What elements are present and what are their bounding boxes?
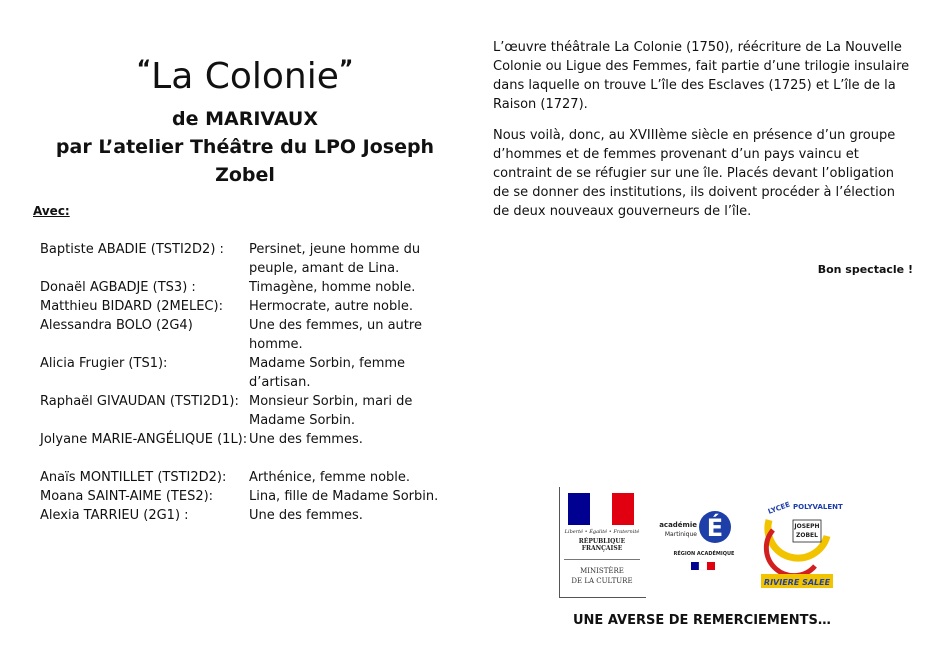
cast-role: Une des femmes. [249,508,363,523]
cast-role: Lina, fille de Madame Sorbin. [249,489,439,504]
lycee-town: RIVIERE SALEE [763,578,831,587]
cast-role: Une des femmes, un autre homme. [249,318,422,352]
academie-letter: É [706,514,724,542]
cast-row [40,468,470,487]
cast-row [40,487,470,506]
cast-row [40,392,470,430]
cast-actor [40,449,249,468]
cast-row [40,278,470,297]
cast-row [40,506,470,525]
cast-actor: Raphaël GIVAUDAN (TSTI2D1): [40,394,239,409]
thanks-line: UNE AVERSE DE REMERCIEMENTS… [573,613,831,628]
academie-region: Martinique [664,531,697,538]
cast-actor: Donaël AGBADJE (TS3) : [40,280,196,295]
cast-role: Monsieur Sorbin, mari de Madame Sorbin. [249,394,413,428]
cast-actor: Alessandra BOLO (2G4) [40,318,193,333]
republic-name: RÉPUBLIQUE FRANÇAISE [578,538,626,552]
ministry-culture-logo [559,487,646,598]
ministry-name-line-2: DE LA CULTURE [571,577,633,585]
cast-actor: Alicia Frugier (TS1): [40,356,168,371]
cast-role: Une des femmes. [249,432,363,447]
cast-role: Arthénice, femme noble. [249,470,411,485]
ministry-name-line-1: MINISTÈRE [580,567,624,575]
cast-role [249,449,470,468]
cast-role: Madame Sorbin, femme d’artisan. [249,356,406,390]
cast-role: Persinet, jeune homme du peuple, amant de Lina. [249,242,421,276]
title-block [20,48,470,189]
cast-role: Timagène, homme noble. [249,280,416,295]
lycee-joseph-zobel-logo [755,500,843,592]
republic-motto: Liberté • Égalité • Fraternité [564,529,640,535]
company-line-2: Zobel [215,164,275,186]
french-flag-icon [568,493,634,525]
lycee-name-2: ZOBEL [796,532,818,539]
cast-row [40,316,470,354]
academie-word: académie [659,521,697,529]
close-quote: ” [338,57,354,82]
company-line-1: par L’atelier Théâtre du LPO Joseph [55,136,435,158]
cast-actor: Jolyane MARIE-ANGÉLIQUE (1L): [40,432,248,447]
cast-heading: Avec: [33,204,70,218]
play-title [20,48,470,99]
academie-caption: RÉGION ACADÉMIQUE [673,551,735,557]
lycee-arc-left: LYCEE [766,500,792,516]
cast-list [40,240,470,525]
intro-text [493,38,913,233]
cast-row [40,449,470,468]
closing-wish: Bon spectacle ! [817,263,913,276]
cast-row [40,430,470,449]
cast-actor: Matthieu BIDARD (2MELEC): [40,299,223,314]
lycee-emblem-icon [755,500,843,592]
cast-actor: Baptiste ABADIE (TSTI2D2) : [40,242,224,257]
ministry-name [564,559,640,586]
cast-actor: Moana SAINT-AIME (TES2): [40,489,214,504]
open-quote: “ [136,57,152,82]
academie-emblem-icon [659,505,743,583]
cast-row [40,240,470,278]
cast-row [40,354,470,392]
cast-role: Hermocrate, autre noble. [249,299,414,314]
author-line: de MARIVAUX [171,108,319,130]
lycee-arc-right: POLYVALENT [793,503,843,511]
play-title-text: La Colonie [151,56,339,97]
intro-paragraph-1: L’œuvre théâtrale La Colonie (1750), réécriture de La Nouvelle Colonie ou Ligue des Femmes, fait partie d’une trilogie insulaire dans laquelle on trouve L’île des Esclaves (1725) et L’île de la Raison (1727). [493,40,910,112]
cast-actor: Anaïs MONTILLET (TSTI2D2): [40,470,227,485]
lycee-name-1: JOSEPH [794,523,820,530]
academie-martinique-logo [659,505,743,583]
cast-row [40,297,470,316]
cast-actor: Alexia TARRIEU (2G1) : [40,508,189,523]
intro-paragraph-2: Nous voilà, donc, au XVIIIème siècle en présence d’un groupe d’hommes et de femmes provenant d’un pays vaincu et contraint de se réfugier sur une île. Placés devant l’obligation de se donner des institutions, ils doivent procéder à l’élection de deux nouveaux gouverneurs de l’île. [493,128,896,219]
